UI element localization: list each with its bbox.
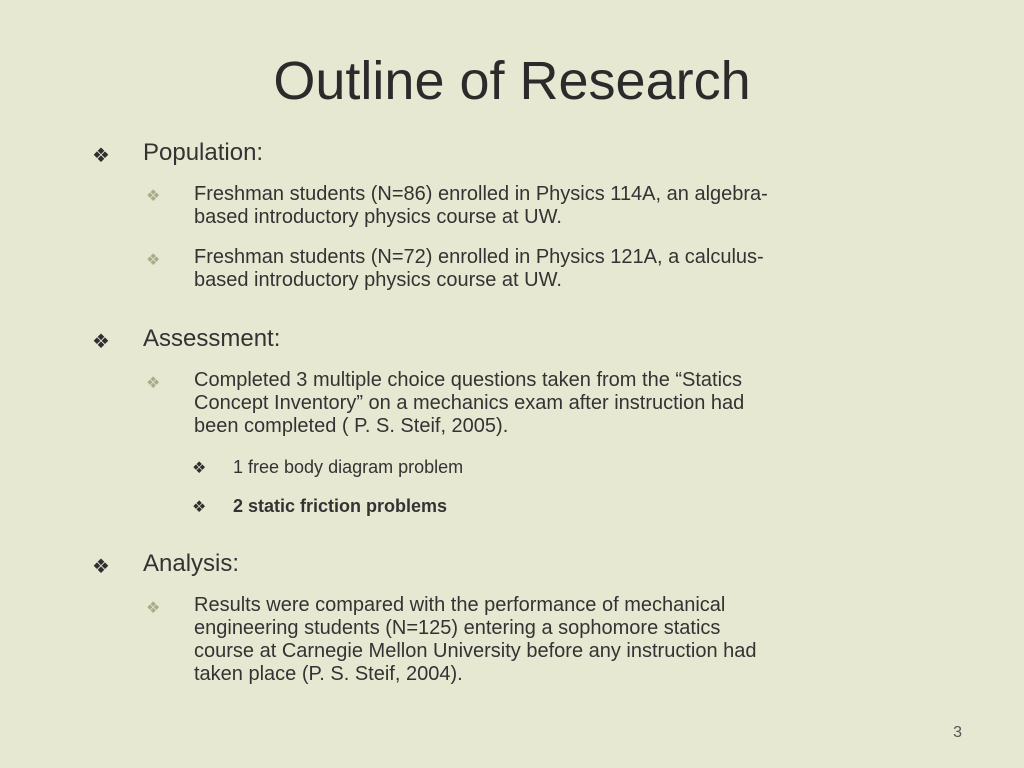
list-item bbox=[194, 183, 914, 229]
item-line: Completed 3 multiple choice questions taken from the “Statics bbox=[194, 369, 743, 391]
section-heading-assessment: Assessment: bbox=[143, 325, 281, 352]
sub-list-item: 1 free body diagram problem bbox=[233, 457, 464, 477]
item-line: based introductory physics course at UW. bbox=[194, 206, 562, 228]
diamond-bullet-icon: ❖ bbox=[92, 554, 110, 578]
item-line: Freshman students (N=72) enrolled in Physics 121A, a calculus- bbox=[194, 246, 764, 268]
item-line: course at Carnegie Mellon University before any instruction had bbox=[194, 640, 757, 662]
list-item bbox=[194, 246, 914, 292]
diamond-bullet-icon: ❖ bbox=[146, 373, 161, 392]
list-item bbox=[194, 369, 914, 438]
sub-list-item: 2 static friction problems bbox=[233, 496, 448, 516]
page-number: 3 bbox=[953, 724, 962, 741]
item-line: Concept Inventory” on a mechanics exam after instruction had bbox=[194, 392, 745, 414]
diamond-bullet-icon: ❖ bbox=[146, 250, 161, 269]
section-heading-population: Population: bbox=[143, 139, 264, 166]
item-line: taken place (P. S. Steif, 2004). bbox=[194, 663, 463, 685]
diamond-bullet-icon: ❖ bbox=[92, 143, 110, 167]
item-line: engineering students (N=125) entering a sophomore statics bbox=[194, 617, 721, 639]
item-line: Freshman students (N=86) enrolled in Physics 114A, an algebra- bbox=[194, 183, 768, 205]
diamond-bullet-icon: ❖ bbox=[146, 186, 161, 205]
slide-title: Outline of Research bbox=[273, 51, 751, 111]
diamond-bullet-icon: ❖ bbox=[92, 329, 110, 353]
section-heading-analysis: Analysis: bbox=[143, 550, 240, 577]
item-line: Results were compared with the performance of mechanical bbox=[194, 594, 726, 616]
diamond-bullet-icon: ❖ bbox=[146, 598, 161, 617]
list-item bbox=[194, 594, 914, 686]
diamond-bullet-icon: ❖ bbox=[192, 458, 207, 477]
item-line: been completed ( P. S. Steif, 2005). bbox=[194, 415, 509, 437]
diamond-bullet-icon: ❖ bbox=[192, 497, 207, 516]
item-line: based introductory physics course at UW. bbox=[194, 269, 562, 291]
